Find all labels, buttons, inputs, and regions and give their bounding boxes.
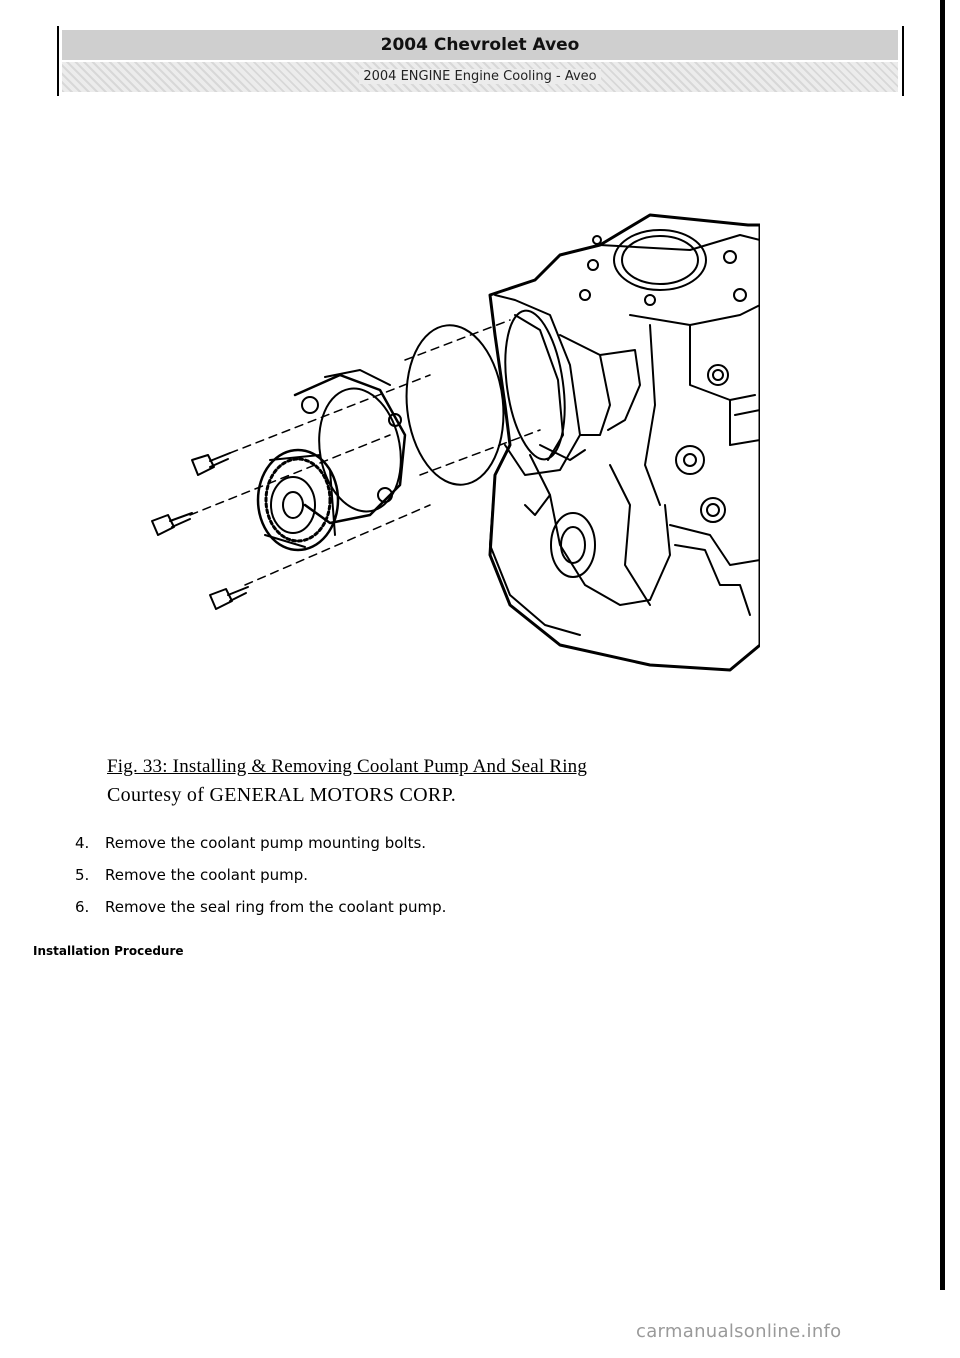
coolant-pump-illustration (130, 205, 760, 675)
step-number: 5. (75, 866, 90, 884)
step-number: 4. (75, 834, 90, 852)
step-text: Remove the coolant pump mounting bolts. (105, 834, 427, 852)
step-number: 6. (75, 898, 90, 916)
figure-caption: Fig. 33: Installing & Removing Coolant Pump And Seal Ring (107, 756, 588, 777)
document-subtitle (62, 62, 898, 92)
step-text: Remove the seal ring from the coolant pump. (105, 898, 447, 916)
list-item (75, 834, 446, 866)
page-right-border (940, 0, 945, 1290)
list-item (75, 898, 446, 930)
figure-courtesy: Courtesy of GENERAL MOTORS CORP. (107, 784, 457, 806)
list-item (75, 866, 446, 898)
header-left-rule (57, 26, 59, 96)
step-text: Remove the coolant pump. (105, 866, 309, 884)
section-heading: Installation Procedure (33, 944, 184, 958)
document-subtitle-text: 2004 ENGINE Engine Cooling - Aveo (359, 69, 600, 84)
procedure-steps (75, 834, 446, 930)
document-title: 2004 Chevrolet Aveo (62, 30, 898, 60)
watermark: carmanualsonline.info (636, 1321, 842, 1342)
header-right-rule (902, 26, 904, 96)
